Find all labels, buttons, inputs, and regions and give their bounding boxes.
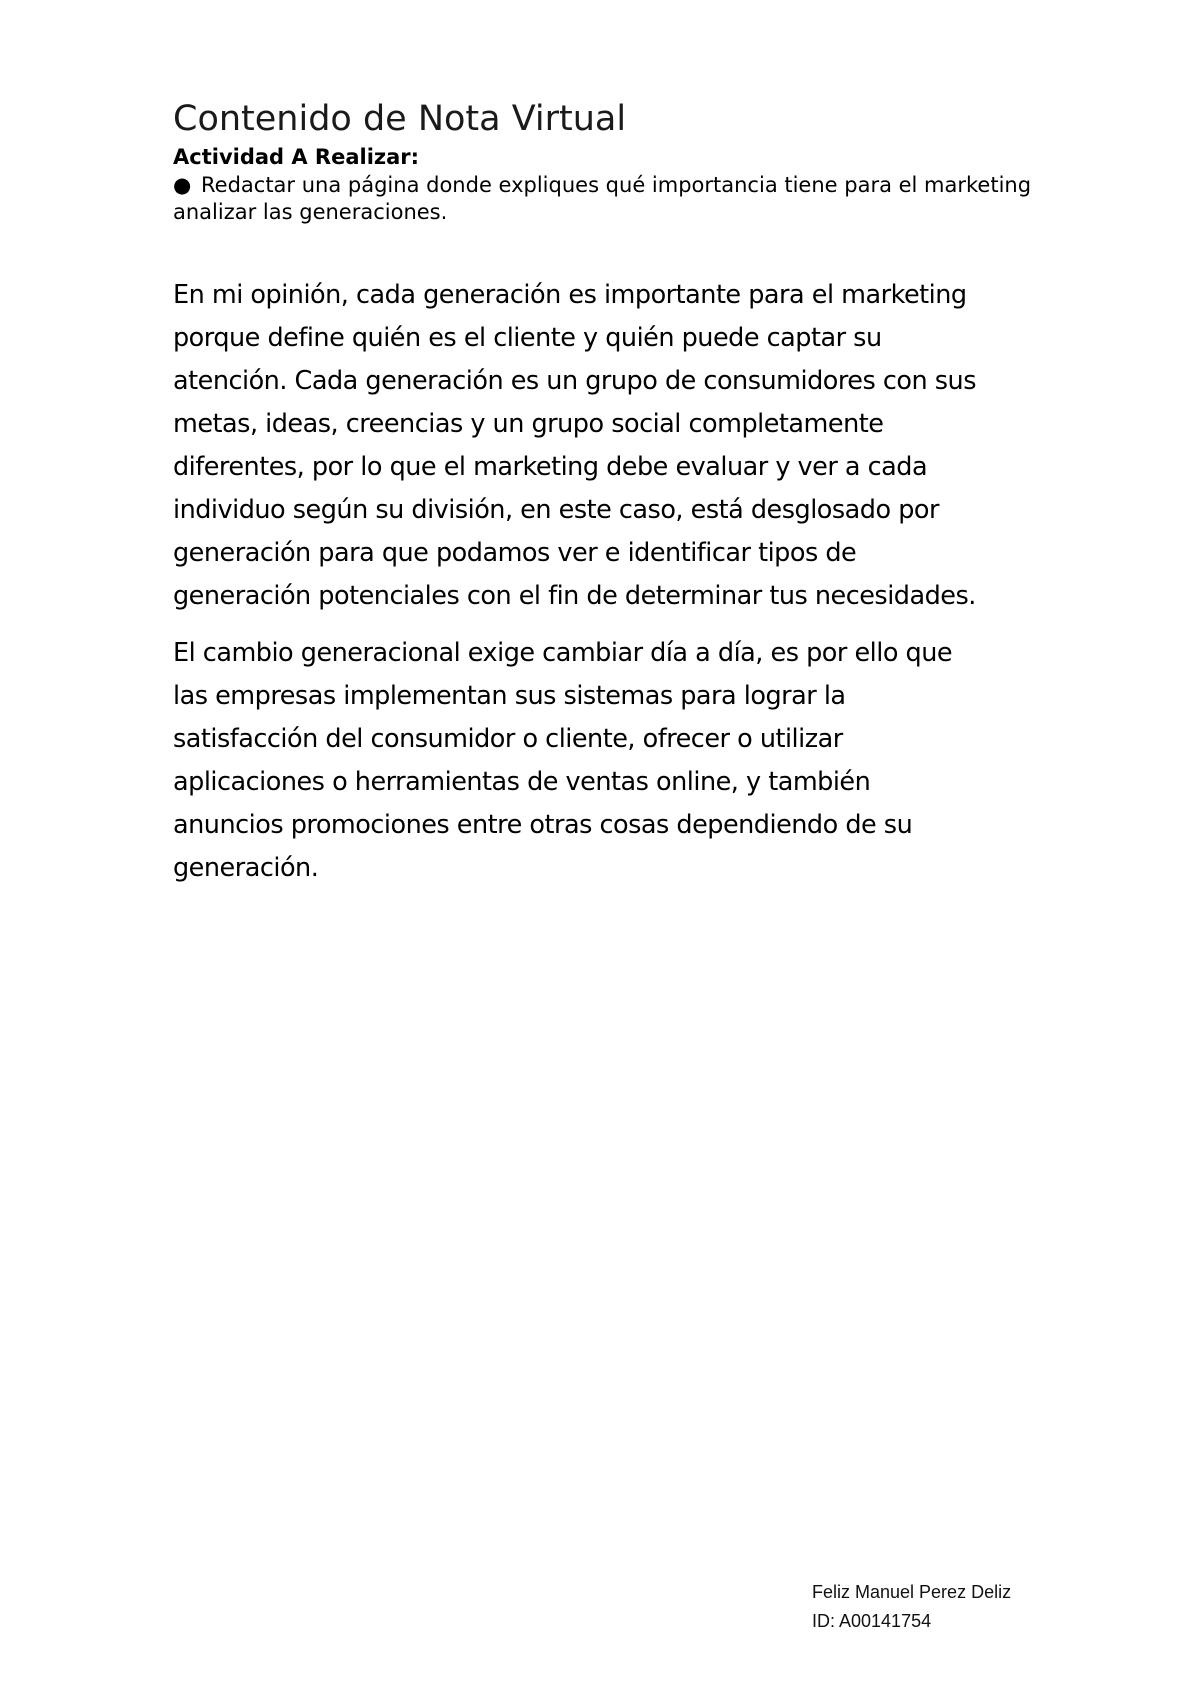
activity-bullet-text: Redactar una página donde expliques qué importancia tiene para el marketing analizar las generaciones. — [173, 173, 1032, 224]
paragraph-line: individuo según su división, en este caso, está desglosado por — [173, 495, 939, 525]
activity-heading: Actividad A Realizar: — [173, 145, 420, 169]
body-paragraph-2 — [173, 632, 1053, 890]
activity-bullet-item — [173, 172, 1053, 226]
bullet-icon: ● — [173, 173, 192, 197]
body-paragraph-1 — [173, 274, 1053, 618]
paragraph-line: atención. Cada generación es un grupo de consumidores con sus — [173, 366, 976, 396]
author-signature-block — [812, 1578, 1011, 1636]
paragraph-line: generación potenciales con el fin de determinar tus necesidades. — [173, 581, 976, 611]
paragraph-line: satisfacción del consumidor o cliente, ofrecer o utilizar — [173, 724, 843, 754]
paragraph-line: anuncios promociones entre otras cosas dependiendo de su — [173, 810, 913, 840]
author-name: Feliz Manuel Perez Deliz — [812, 1582, 1012, 1602]
paragraph-line: generación. — [173, 853, 319, 883]
paragraph-line: generación para que podamos ver e identificar tipos de — [173, 538, 857, 568]
paragraph-line: las empresas implementan sus sistemas para lograr la — [173, 681, 846, 711]
paragraph-line: El cambio generacional exige cambiar día a día, es por ello que — [173, 638, 953, 668]
paragraph-line: porque define quién es el cliente y quién puede captar su — [173, 323, 882, 353]
paragraph-line: metas, ideas, creencias y un grupo social completamente — [173, 409, 884, 439]
author-id: ID: A00141754 — [812, 1611, 932, 1631]
paragraph-line: aplicaciones o herramientas de ventas online, y también — [173, 767, 871, 797]
paragraph-line: diferentes, por lo que el marketing debe evaluar y ver a cada — [173, 452, 928, 482]
document-title: Contenido de Nota Virtual — [173, 99, 627, 139]
paragraph-line: En mi opinión, cada generación es importante para el marketing — [173, 280, 967, 310]
